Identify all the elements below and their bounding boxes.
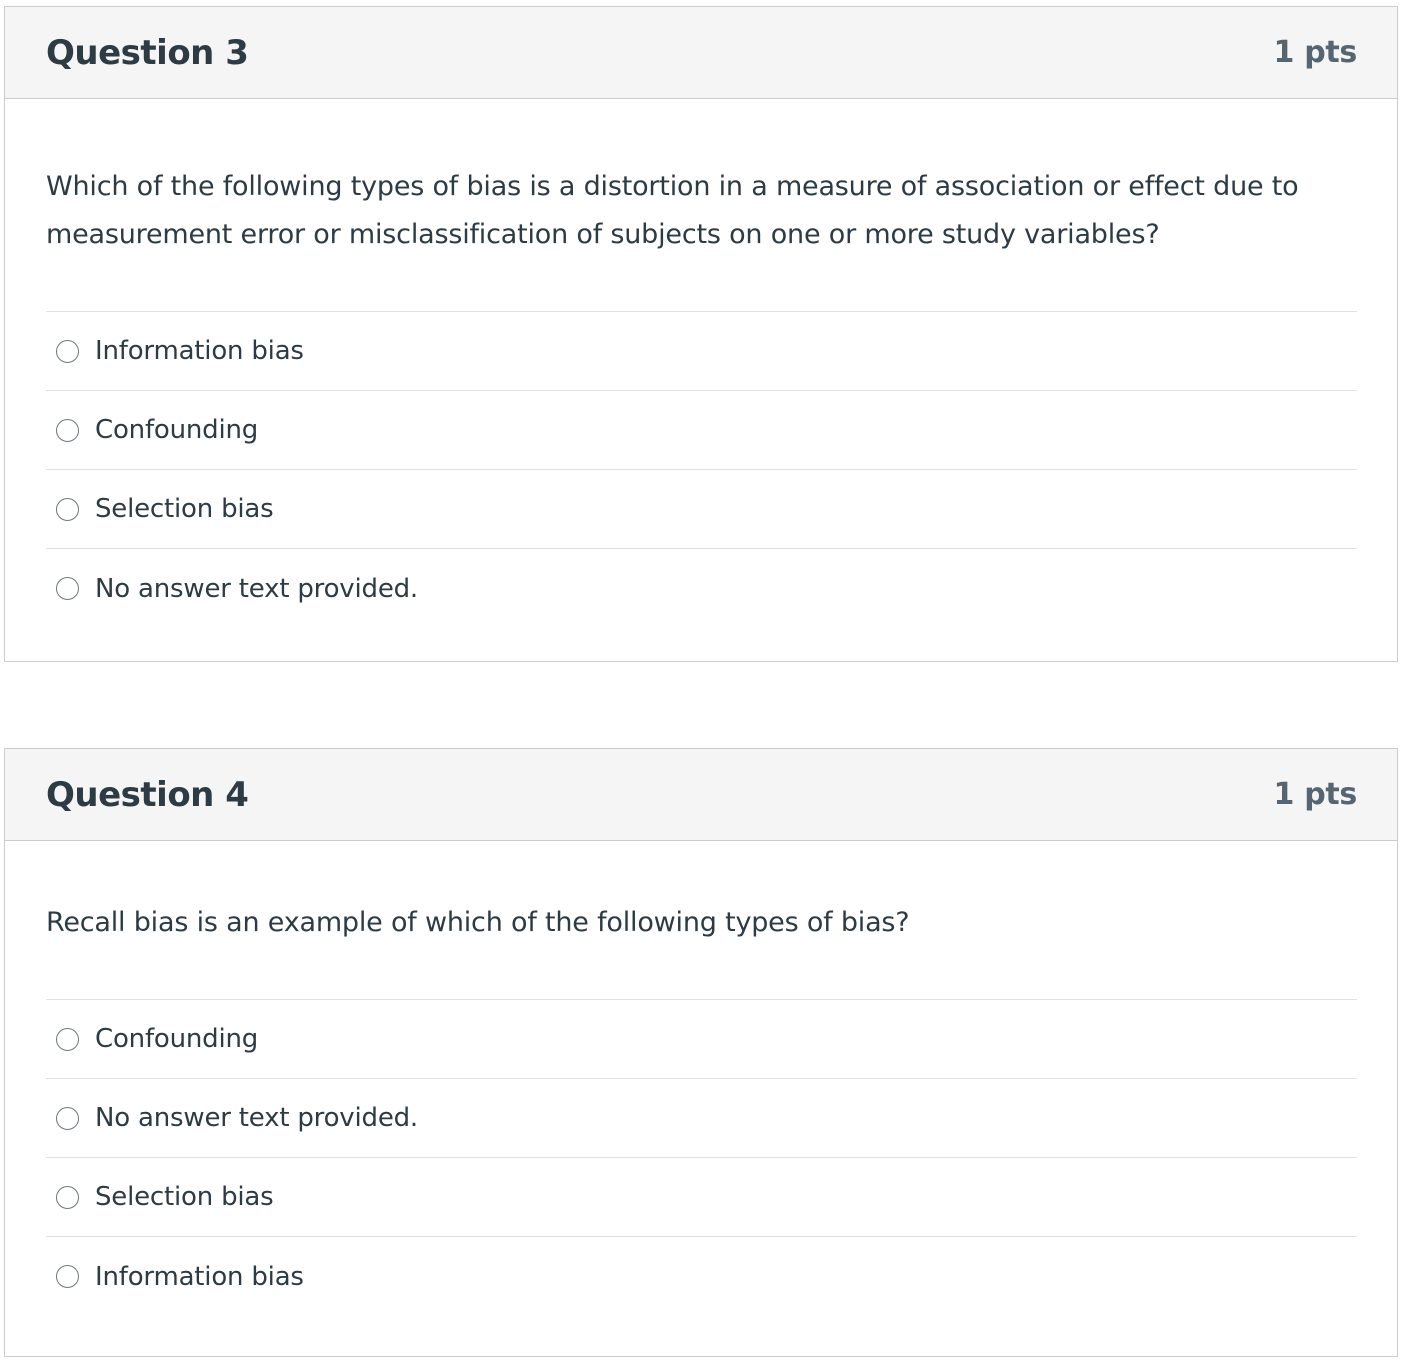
- question-text: Which of the following types of bias is a distortion in a measure of association or effect due to measurement error or misclassification of subjects on one or more study variables?: [46, 171, 1299, 250]
- radio-button-icon[interactable]: [56, 419, 79, 442]
- answer-list: [46, 311, 1357, 628]
- answer-option[interactable]: [46, 312, 1357, 391]
- radio-button-icon[interactable]: [56, 1107, 79, 1130]
- radio-button-icon[interactable]: [56, 577, 79, 600]
- question-header: [5, 749, 1397, 841]
- question-text: Recall bias is an example of which of the following types of bias?: [46, 907, 910, 938]
- question-title: Question 3: [46, 32, 249, 73]
- answer-list: [46, 999, 1357, 1316]
- answer-label: Selection bias: [95, 494, 274, 524]
- answer-option[interactable]: [46, 549, 1357, 628]
- question-title: Question 4: [46, 774, 249, 815]
- question-body: [5, 841, 1397, 1316]
- question-points: 1 pts: [1273, 777, 1357, 812]
- answer-label: Confounding: [95, 1024, 259, 1054]
- question-card-3: [4, 6, 1398, 662]
- answer-option[interactable]: [46, 470, 1357, 549]
- answer-label: No answer text provided.: [95, 1103, 418, 1133]
- answer-option[interactable]: [46, 1000, 1357, 1079]
- answer-label: Confounding: [95, 415, 259, 445]
- question-card-4: [4, 748, 1398, 1357]
- radio-button-icon[interactable]: [56, 498, 79, 521]
- question-points: 1 pts: [1273, 35, 1357, 70]
- answer-option[interactable]: [46, 391, 1357, 470]
- radio-button-icon[interactable]: [56, 1265, 79, 1288]
- radio-button-icon[interactable]: [56, 1186, 79, 1209]
- radio-button-icon[interactable]: [56, 340, 79, 363]
- answer-option[interactable]: [46, 1079, 1357, 1158]
- answer-label: Information bias: [95, 1261, 304, 1292]
- question-body: [5, 99, 1397, 628]
- answer-option[interactable]: [46, 1237, 1357, 1316]
- question-header: [5, 7, 1397, 99]
- answer-label: Selection bias: [95, 1182, 274, 1212]
- answer-label: No answer text provided.: [95, 573, 418, 604]
- answer-label: Information bias: [95, 336, 304, 366]
- answer-option[interactable]: [46, 1158, 1357, 1237]
- radio-button-icon[interactable]: [56, 1028, 79, 1051]
